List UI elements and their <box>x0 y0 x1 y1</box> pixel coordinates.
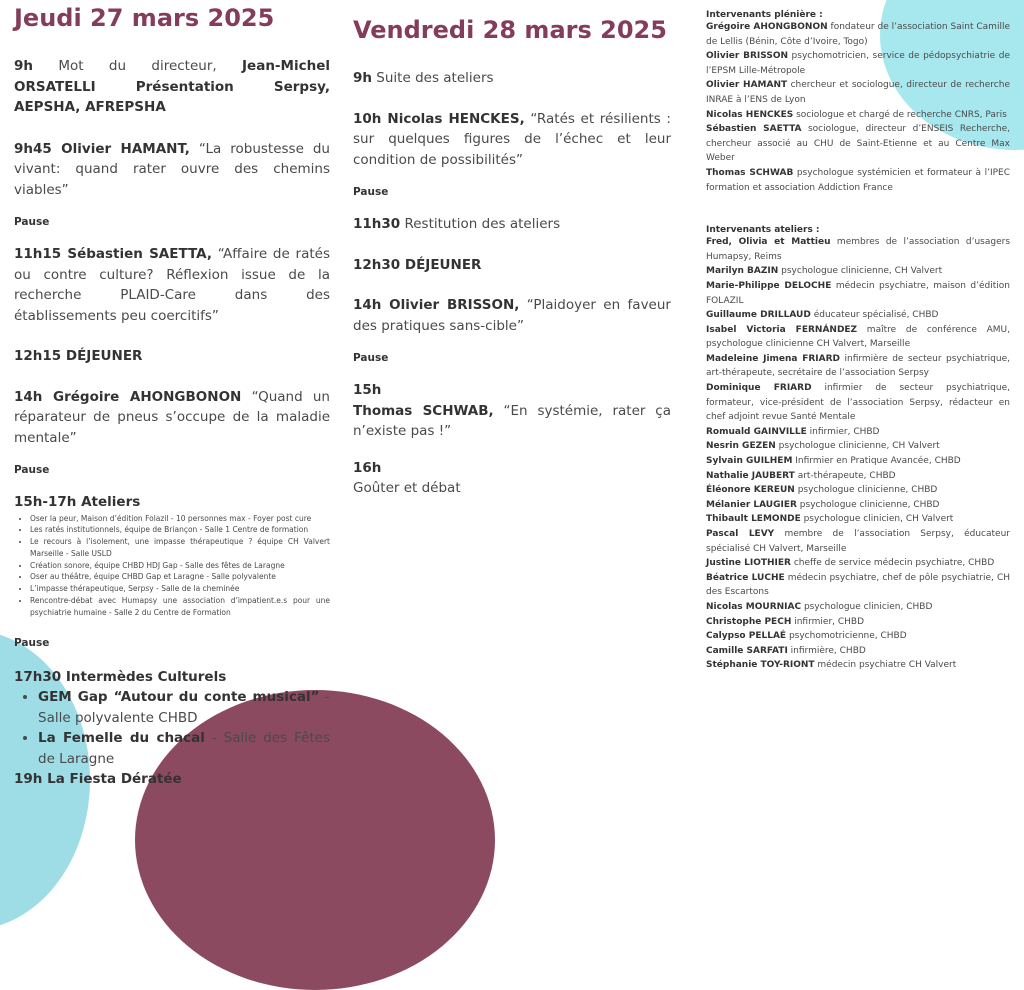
speaker-description: psychologue clinicienne, CHBD <box>794 485 938 496</box>
speaker-entry <box>706 629 1010 644</box>
speakers-column <box>706 10 1010 673</box>
speaker-description: sociologue, directeur d’ENSEIS Recherche, chercheur associé au CHU de Saint-Etienne et au Centre Max Weber <box>706 124 1010 164</box>
day1-item-9h: 9h Mot du directeur, Jean-Michel ORSATELLI Présentation Serpsy, AEPSHA, AFREPSHA <box>14 58 330 115</box>
day1-cult-list <box>14 687 330 769</box>
speaker-description: maître de conférence AMU, psychologue clinicienne CH Valvert, Marseille <box>706 324 1010 350</box>
speaker-name: Madeleine Jimena FRIARD <box>706 353 841 364</box>
speaker-entry <box>706 323 1010 352</box>
day1-item-9h45: 9h45 Olivier HAMANT, “La robustesse du vivant: quand rater ouvre des chemins viables” <box>14 140 330 198</box>
speaker-entry <box>706 166 1010 195</box>
speaker-name: Pascal LEVY <box>706 529 775 539</box>
speaker-name: Sylvain GUILHEM <box>706 456 793 467</box>
speaker-entry <box>706 571 1010 600</box>
speaker-name: Fred, Olivia et Mattieu <box>706 237 831 248</box>
speaker-description: sociologue et chargé de recherche CNRS, Paris <box>793 109 1007 120</box>
list-item: • GEM Gap “Autour du conte musical” - Salle polyvalente CHBD <box>38 687 330 728</box>
day1-pause-1: Pause <box>14 216 50 228</box>
speaker-entry <box>706 352 1010 381</box>
speaker-description: art-thérapeute, CHBD <box>794 470 896 481</box>
day2-item-15h: Thomas SCHWAB, “En systémie, rater ça n’existe pas !” <box>353 402 671 439</box>
ateliers-speakers-title: Intervenants ateliers : <box>706 225 820 236</box>
speaker-name: Calypso PELLAÉ <box>706 631 787 642</box>
speaker-description: psychologue systémicien et formateur à l’IPEC formation et association Addiction France <box>706 167 1010 193</box>
speaker-entry <box>706 658 1010 673</box>
day2-item-9h: 9h Suite des ateliers <box>353 70 494 86</box>
speaker-name: Guillaume DRILLAUD <box>706 310 811 321</box>
speaker-entry <box>706 108 1010 123</box>
speaker-name: Marie-Philippe DELOCHE <box>706 280 832 291</box>
speaker-description: chercheur et sociologue, directeur de recherche INRAE à l’ENS de Lyon <box>706 80 1010 105</box>
speaker-name: Justine LIOTHIER <box>706 558 791 569</box>
day1-cult-title: 17h30 Intermèdes Culturels <box>14 668 227 685</box>
day2-item-14h: 14h Olivier BRISSON, “Plaidoyer en faveur des pratiques sans-cible” <box>353 297 671 334</box>
speaker-name: Grégoire AHONGBONON <box>706 22 828 32</box>
speaker-entry <box>706 264 1010 279</box>
speaker-description: psychologue clinicienne, CHBD <box>796 499 940 510</box>
speaker-description: psychomotricien, service de pédopsychiatrie de l’EPSM Lille-Métropole <box>706 51 1010 76</box>
speaker-description: éducateur spécialisé, CHBD <box>810 310 939 321</box>
speaker-name: Éléonore KEREUN <box>706 485 795 496</box>
speaker-name: Isabel Victoria FERNÁNDEZ <box>706 324 858 335</box>
speaker-description: médecin psychiatre CH Valvert <box>814 660 957 671</box>
speaker-name: Nicolas HENCKES <box>706 109 794 120</box>
day2-item-11h30: 11h30 Restitution des ateliers <box>353 216 561 232</box>
speaker-description: psychomotricienne, CHBD <box>786 631 907 642</box>
speaker-name: Dominique FRIARD <box>706 383 812 394</box>
speaker-name: Béatrice LUCHE <box>706 572 785 583</box>
speaker-name: Christophe PECH <box>706 616 792 627</box>
speaker-entry <box>706 279 1010 308</box>
speaker-entry <box>706 78 1010 107</box>
speaker-entry <box>706 615 1010 630</box>
day2-column <box>353 16 671 499</box>
speaker-description: médecin psychiatre, chef de pôle psychiatrie, CH des Escartons <box>706 572 1010 598</box>
speaker-description: psychologue clinicienne, CH Valvert <box>778 266 943 277</box>
speaker-name: Camille SARFATI <box>706 645 788 656</box>
day2-item-15h-time: 15h <box>353 382 382 398</box>
speaker-name: Stéphanie TOY-RIONT <box>706 660 815 671</box>
speaker-description: membre de l’association Serpsy, éducateur spécialisé CH Valvert, Marseille <box>706 529 1010 554</box>
speaker-name: Nicolas MOURNIAC <box>706 601 802 612</box>
speaker-description: infirmier, CHBD <box>806 426 880 437</box>
day2-title: Vendredi 28 mars 2025 <box>353 16 667 44</box>
day2-item-16h: Goûter et débat <box>353 480 461 496</box>
speaker-description: membres de l’association d’usagers Humapsy, Reims <box>706 237 1011 262</box>
list-item: • La Femelle du chacal - Salle des Fêtes de Laragne <box>38 728 330 769</box>
speaker-description: infirmière, CHBD <box>787 645 866 656</box>
speaker-entry <box>706 527 1010 556</box>
day2-pause-2: Pause <box>353 352 389 364</box>
speaker-entry <box>706 49 1010 78</box>
day2-item-16h-time: 16h <box>353 459 382 476</box>
list-item: • Oser au théâtre, équipe CHBD Gap et Laragne - Salle polyvalente <box>30 571 330 583</box>
day1-fiesta: 19h La Fiesta Dératée <box>14 771 182 788</box>
speaker-entry <box>706 644 1010 659</box>
list-item: • Création sonore, équipe CHBD HDJ Gap - Salle des fêtes de Laragne <box>30 560 330 572</box>
speaker-entry <box>706 454 1010 469</box>
list-item: • Les ratés institutionnels, équipe de Briançon - Salle 1 Centre de formation <box>30 524 330 536</box>
speaker-description: psychologue clinicien, CHBD <box>801 601 933 612</box>
day1-item-11h15: 11h15 Sébastien SAETTA, “Affaire de ratés ou contre culture? Réflexion issue de la recherche PLAID-Care dans des établissements peu coercitifs” <box>14 246 330 324</box>
speaker-description: Infirmier en Pratique Avancée, CHBD <box>792 456 961 467</box>
day1-ateliers-list <box>14 513 330 619</box>
day1-item-14h: 14h Grégoire AHONGBONON “Quand un réparateur de pneus s’occupe de la maladie mentale” <box>14 388 330 446</box>
speaker-entry <box>706 556 1010 571</box>
pleniere-list <box>706 20 1010 195</box>
list-item: • Rencontre-débat avec Humapsy une association d’impatient.e.s pour une psychiatrie humaine - Salle 2 du Centre de Formation <box>30 595 330 619</box>
speaker-entry <box>706 600 1010 615</box>
speaker-name: Marilyn BAZIN <box>706 266 779 277</box>
ateliers-speakers-list <box>706 235 1010 673</box>
speaker-description: infirmier de secteur psychiatrique, formateur, vice-président de l’association Serpsy, rédacteur en chef adjoint revue Santé Mentale <box>706 383 1010 423</box>
day2-item-10h: 10h Nicolas HENCKES, “Ratés et résilients : sur quelques figures de l’échec et leur condition de possibilités” <box>353 110 671 168</box>
speaker-name: Olivier HAMANT <box>706 80 788 91</box>
speaker-description: psychologue clinicienne, CH Valvert <box>775 441 940 452</box>
speaker-description: infirmière de secteur psychiatrique, art-thérapeute, secrétaire de l’association Serpsy <box>706 353 1010 379</box>
day2-pause-1: Pause <box>353 186 389 198</box>
speaker-description: infirmier, CHBD <box>791 616 865 627</box>
speaker-entry <box>706 425 1010 440</box>
list-item: • L’impasse thérapeutique, Serpsy - Salle de la cheminée <box>30 583 330 595</box>
speaker-entry <box>706 308 1010 323</box>
day1-column <box>14 4 330 790</box>
pleniere-title: Intervenants plénière : <box>706 10 823 20</box>
speaker-description: psychologue clinicien, CH Valvert <box>800 514 954 525</box>
day1-lunch: 12h15 DÉJEUNER <box>14 348 143 364</box>
speaker-name: Nathalie JAUBERT <box>706 470 795 481</box>
day2-lunch: 12h30 DÉJEUNER <box>353 256 482 273</box>
speaker-entry <box>706 235 1010 264</box>
speaker-entry <box>706 512 1010 527</box>
speaker-entry <box>706 439 1010 454</box>
speaker-entry <box>706 122 1010 166</box>
day1-pause-3: Pause <box>14 636 50 649</box>
speaker-name: Thibault LEMONDE <box>706 514 801 525</box>
speaker-name: Mélanier LAUGIER <box>706 499 797 510</box>
speaker-description: médecin psychiatre, maison d’édition FOLAZIL <box>706 280 1010 306</box>
day1-title: Jeudi 27 mars 2025 <box>14 4 275 32</box>
speaker-description: cheffe de service médecin psychiatre, CHBD <box>790 558 995 569</box>
day1-pause-2: Pause <box>14 464 50 476</box>
speaker-name: Thomas SCHWAB <box>706 167 794 178</box>
speaker-entry <box>706 483 1010 498</box>
speaker-name: Romuald GAINVILLE <box>706 426 807 437</box>
speaker-description: fondateur de l’association Saint Camille de Lellis (Bénin, Côte d’Ivoire, Togo) <box>706 22 1010 47</box>
list-item: • Oser la peur, Maison d’édition Folazil - 10 personnes max - Foyer post cure <box>30 513 330 525</box>
speaker-name: Nesrin GEZEN <box>706 441 776 452</box>
speaker-name: Olivier BRISSON <box>706 51 789 62</box>
speaker-entry <box>706 469 1010 484</box>
list-item: • Le recours à l’isolement, une impasse thérapeutique ? équipe CH Valvert Marseille - Salle USLD <box>30 536 330 560</box>
speaker-entry <box>706 20 1010 49</box>
day1-ateliers-title: 15h-17h Ateliers <box>14 494 141 510</box>
speaker-entry <box>706 498 1010 513</box>
speaker-entry <box>706 381 1010 425</box>
speaker-name: Sébastien SAETTA <box>706 124 802 135</box>
